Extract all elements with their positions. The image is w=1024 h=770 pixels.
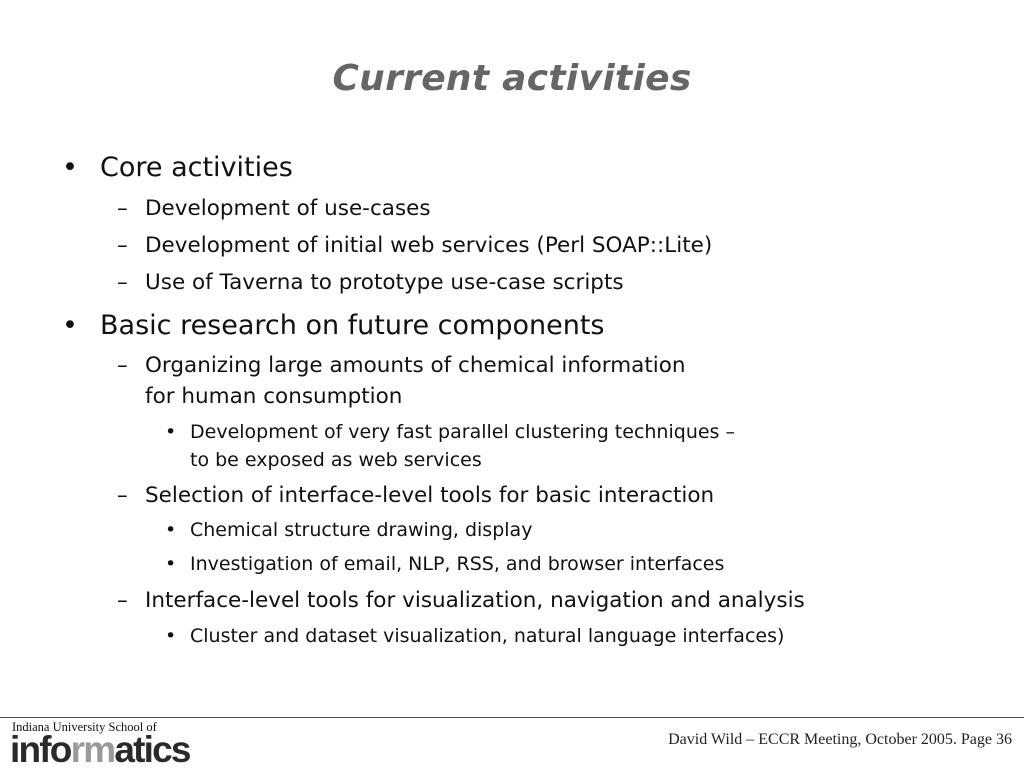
footer-credit: David Wild – ECCR Meeting, October 2005. Page 36	[668, 731, 1012, 748]
bullet-marker: •	[62, 152, 78, 183]
logo-text-highlight: rm	[70, 729, 115, 770]
sub-sub-item-text: to be exposed as web services	[190, 449, 482, 471]
dash-marker: –	[117, 483, 128, 508]
bullet-text: Core activities	[100, 152, 293, 183]
slide-title: Current activities	[332, 58, 692, 99]
sub-item-text: for human consumption	[145, 384, 403, 409]
footer-divider	[0, 717, 1024, 718]
sub-item-text: Development of initial web services (Perl SOAP::Lite)	[145, 233, 713, 258]
sub-sub-item-text: Cluster and dataset visualization, natural language interfaces)	[190, 625, 785, 647]
dash-marker: –	[117, 588, 128, 613]
sub-sub-item-text: Chemical structure drawing, display	[190, 519, 533, 541]
sub-item-text: Development of use-cases	[145, 196, 431, 221]
informatics-logo	[10, 731, 190, 768]
small-bullet-marker: •	[165, 625, 177, 647]
sub-item-text: Organizing large amounts of chemical information	[145, 353, 686, 378]
logo-text-start: info	[10, 729, 71, 770]
sub-item-text: Use of Taverna to prototype use-case scripts	[145, 270, 624, 295]
small-bullet-marker: •	[165, 553, 177, 575]
dash-marker: –	[117, 196, 128, 221]
dash-marker: –	[117, 233, 128, 258]
bullet-text: Basic research on future components	[100, 310, 605, 341]
sub-sub-item-text: Investigation of email, NLP, RSS, and browser interfaces	[190, 553, 725, 575]
sub-sub-item-text: Development of very fast parallel clustering techniques –	[190, 421, 735, 443]
school-label: Indiana University School of	[12, 720, 157, 734]
sub-item-text: Selection of interface-level tools for basic interaction	[145, 483, 715, 508]
small-bullet-marker: •	[165, 519, 177, 541]
dash-marker: –	[117, 353, 128, 378]
sub-item-text: Interface-level tools for visualization, navigation and analysis	[145, 588, 805, 613]
logo-text-end: atics	[114, 729, 190, 770]
dash-marker: –	[117, 270, 128, 295]
bullet-marker: •	[62, 310, 78, 341]
small-bullet-marker: •	[165, 421, 177, 443]
